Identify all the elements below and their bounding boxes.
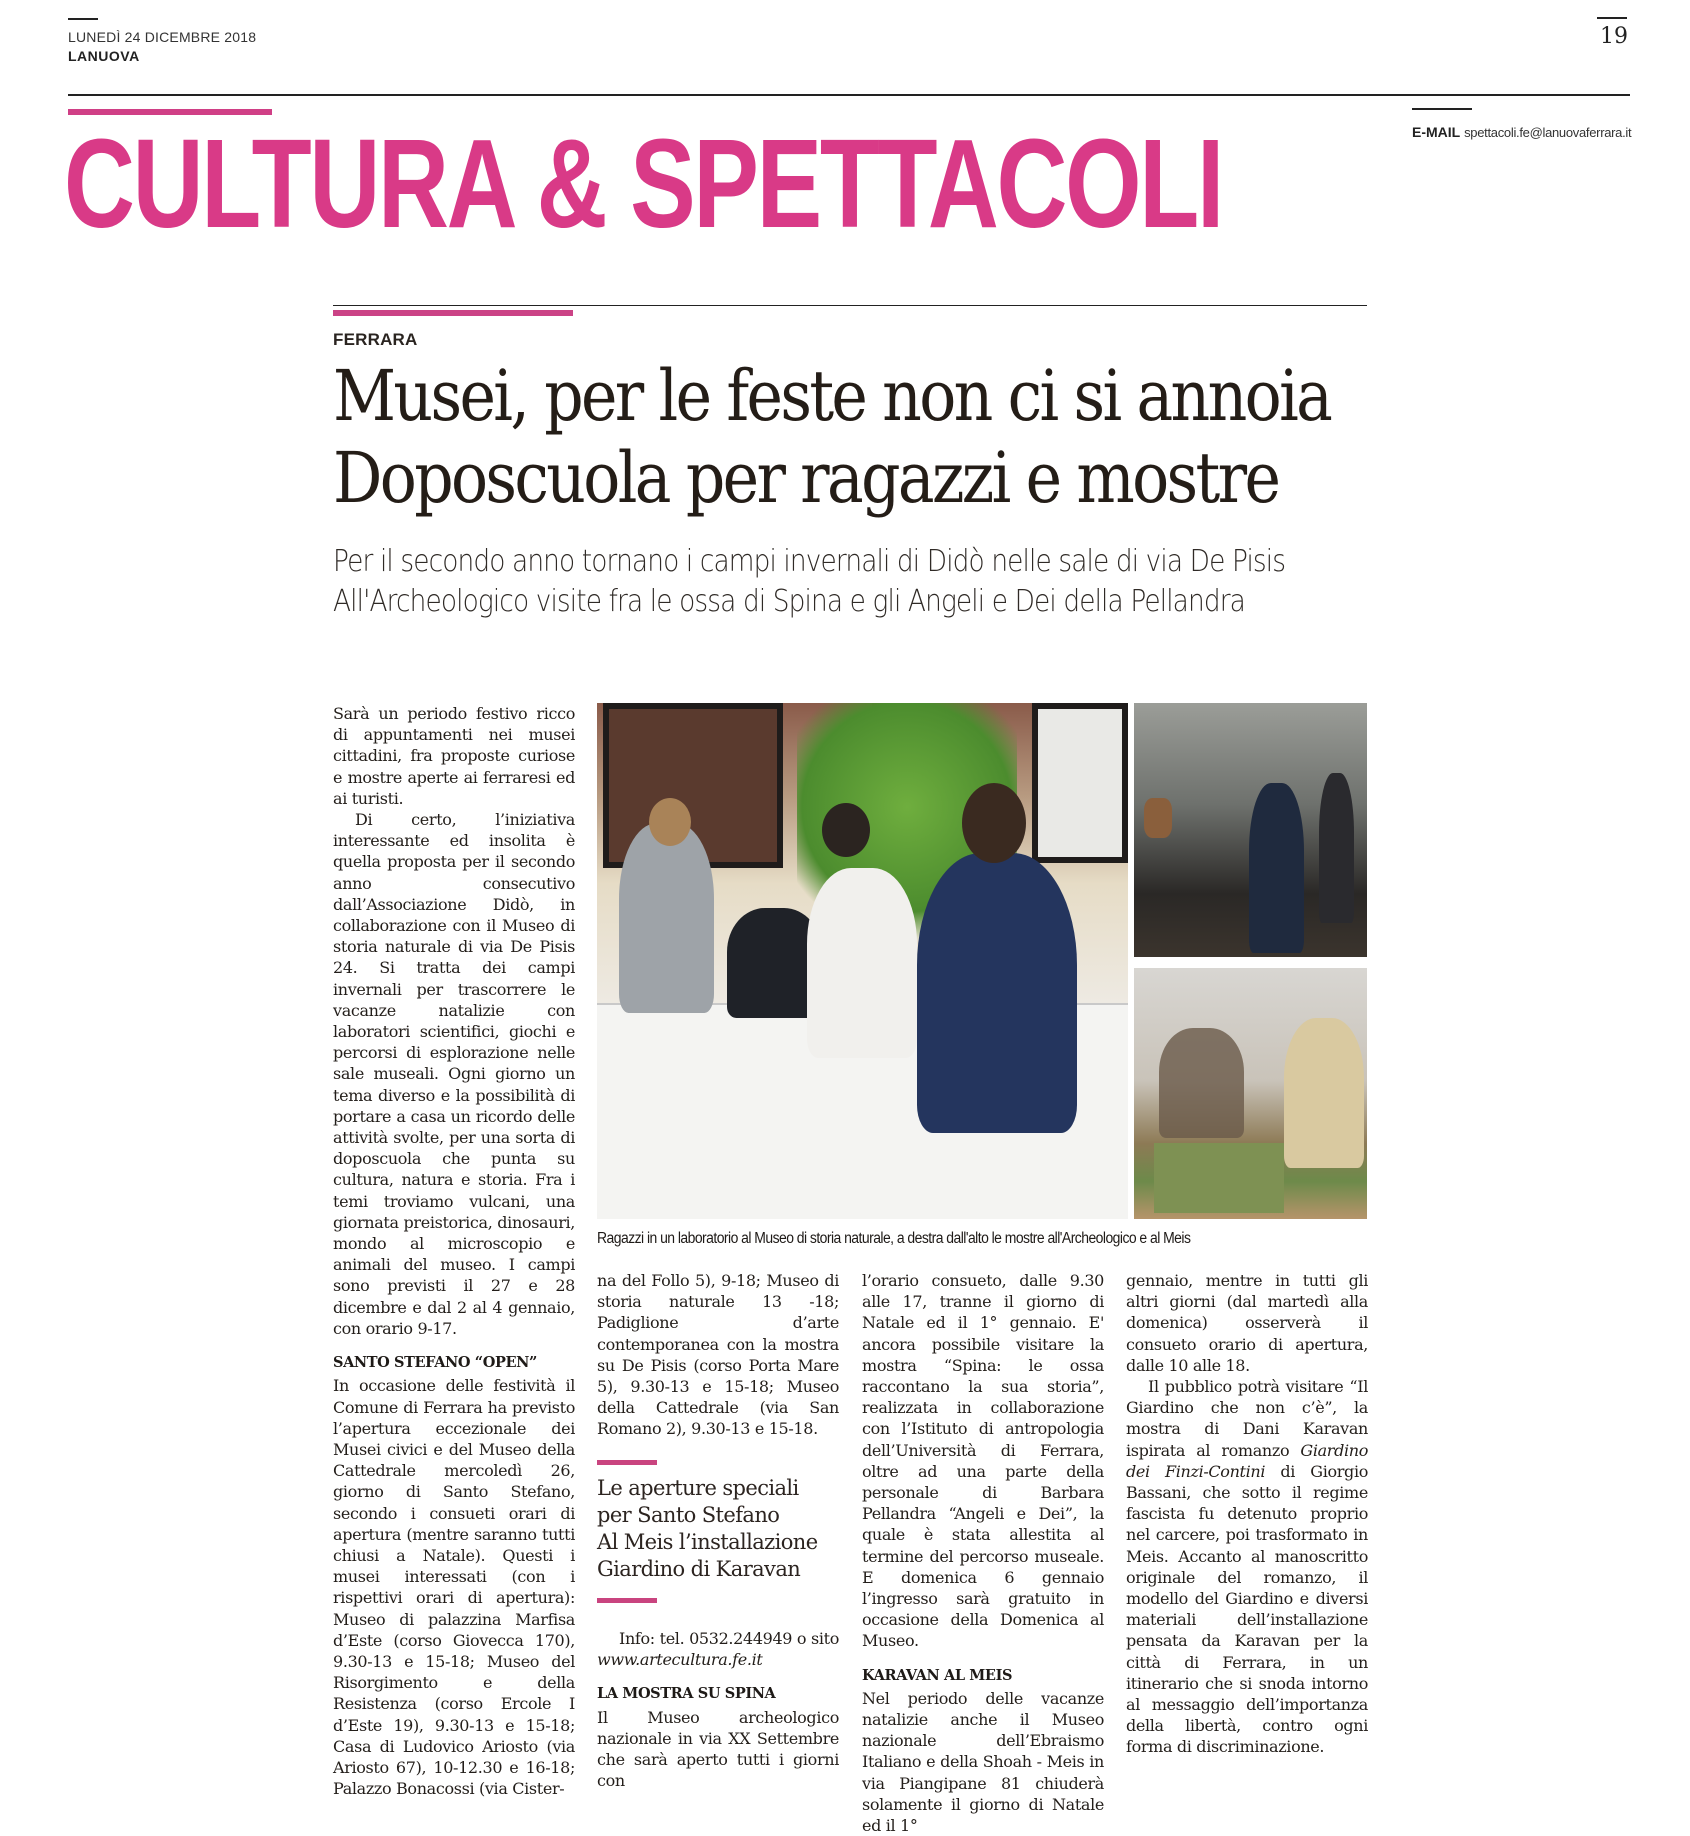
article-headline bbox=[333, 355, 1330, 519]
page-number: 19 bbox=[1600, 24, 1628, 49]
novel-title: Giardino dei Finzi-Contini bbox=[1126, 1440, 1368, 1481]
header-divider-tick bbox=[68, 18, 98, 20]
photo-head bbox=[649, 798, 691, 846]
article-column-2 bbox=[597, 1270, 839, 1440]
body-paragraph: Il Museo archeologico nazionale in via XX Settembre che sarà aperto tutti i giorni con bbox=[597, 1707, 839, 1791]
article-column-1 bbox=[333, 703, 575, 1799]
article-subheadline bbox=[333, 542, 1285, 622]
photo-head bbox=[962, 783, 1026, 863]
photo-visitors bbox=[1159, 1028, 1244, 1138]
info-website-link[interactable]: www.artecultura.fe.it bbox=[597, 1650, 763, 1670]
pull-quote bbox=[597, 1475, 818, 1583]
photo-elderly-visitor bbox=[1284, 1018, 1364, 1168]
article-accent-bar bbox=[333, 310, 573, 316]
subsection-heading: KARAVAN AL MEIS bbox=[862, 1666, 1013, 1684]
body-paragraph: In occasione delle festività il Comune di Ferrara ha previsto l’apertura eccezionale dei Musei civici e del Museo della Cattedrale mercoledì 26, giorno di Santo Stefano, secondo i consueti orari di apertura (mentre saranno tutti chiusi a Natale). Questi i musei interessati (con i rispettivi orari di apertura): Museo di palazzina Marfisa d’Este (corso Giovecca 170), 9.30-13 e 15-18; Museo del Risorgimento e della Resistenza (corso Ercole I d’Este 19), 9.30-13 e 15-18; Casa di Ludovico Ariosto (via Ariosto 67), 10-12.30 e 16-18; Palazzo Bonacossi (via Cister- bbox=[333, 1376, 575, 1799]
pull-quote-line: Al Meis l’installazione bbox=[597, 1530, 818, 1554]
body-paragraph: Il pubblico potrà visitare “Il Giardino che non c’è”, la mostra di Dani Karavan ispirata al romanzo Giardino dei Finzi-Contini di Giorgio Bassani, che sotto il regime fascista fu detenuto proprio nel carcere, poi trasformato in Meis. Accanto al manoscritto originale del romanzo, il modello del Giardino e diversi materiali dell’installazione pensata da Karavan per la città di Ferrara, in un itinerario che si snoda intorno al messaggio dell’importanza della libertà, contro ogni forma di discriminazione. bbox=[1126, 1377, 1368, 1757]
laboratory-photo bbox=[597, 703, 1128, 1219]
article-kicker: FERRARA bbox=[333, 330, 418, 349]
photo-garden-model bbox=[1154, 1143, 1284, 1213]
photo-vase bbox=[1144, 798, 1172, 838]
photo-visitor bbox=[1249, 783, 1304, 953]
article-column-3 bbox=[862, 1270, 1104, 1836]
body-paragraph: l’orario consueto, dalle 9.30 alle 17, tranne il giorno di Natale ed il 1° gennaio. E' ancora possibile visitare la mostra “Spina: le ossa raccontano la sua storia”, realizzata in collaborazione con l’Istituto di antropologia dell’Università di Ferrara, oltre ad una parte della personale di Barbara Pellandra “Angeli e Dei”, la quale è stata allestita al termine del percorso museale. E domenica 6 gennaio l’ingresso sarà gratuito in occasione della Domenica al Museo. bbox=[862, 1271, 1104, 1651]
subhead-line-2: All'Archeologico visite fra le ossa di Spina e gli Angeli e Dei della Pellandra bbox=[333, 584, 1245, 619]
photo-caption: Ragazzi in un laboratorio al Museo di storia naturale, a destra dall'alto le mostre all'Archeologico e al Meis bbox=[597, 1230, 1191, 1247]
page-number-tick bbox=[1597, 17, 1627, 19]
photo-person-blue bbox=[917, 853, 1077, 1133]
section-email bbox=[1412, 124, 1631, 140]
article-column-4 bbox=[1126, 1270, 1368, 1758]
info-text: Info: tel. 0532.244949 o sito bbox=[619, 1629, 839, 1648]
body-paragraph: Sarà un periodo festivo ricco di appuntamenti nei musei cittadini, fra proposte curiose e mostre aperte ai ferraresi ed ai turisti. bbox=[333, 704, 575, 808]
pull-quote-line: per Santo Stefano bbox=[597, 1503, 780, 1527]
body-paragraph: na del Follo 5), 9-18; Museo di storia naturale 13 -18; Padiglione d’arte contemporanea con la mostra su De Pisis (corso Porta Mare 5), 9.30-13 e 15-18; Museo della Cattedrale (via San Romano 2), 9.30-13 e 15-18. bbox=[597, 1271, 839, 1439]
body-paragraph: gennaio, mentre in tutti gli altri giorni (dal martedì alla domenica) osserverà il consueto orario di apertura, dalle 10 alle 18. bbox=[1126, 1271, 1368, 1375]
photo-person-grey bbox=[619, 823, 714, 1013]
body-paragraph: Di certo, l’iniziativa interessante ed insolita è quella proposta per il secondo anno consecutivo dall’Associazione Didò, in collaborazione con il Museo di storia naturale di via De Pisis 24. Si tratta dei campi invernali per trascorrere le vacanze natalizie con laboratori scientifici, giochi e percorsi di esplorazione nelle sale museali. Ogni giorno un tema diverso e la possibilità di portare a casa un ricordo delle attività svolte, per una sorta di doposcuola che punta su cultura, natura e storia. Fra i temi troviamo vulcani, una giornata preistorica, dinosauri, mondo al microscopio e animali del museo. I campi sono previsti il 27 e 28 dicembre e dal 2 al 4 gennaio, con orario 9-17. bbox=[333, 810, 575, 1338]
info-paragraph bbox=[597, 1628, 839, 1670]
pull-quote-line: Giardino di Karavan bbox=[597, 1557, 801, 1581]
pull-quote-bar-top bbox=[597, 1460, 657, 1465]
article-column-2-lower bbox=[597, 1628, 839, 1791]
newspaper-name: LANUOVA bbox=[68, 48, 140, 64]
email-address[interactable]: spettacoli.fe@lanuovaferrara.it bbox=[1464, 125, 1632, 140]
subsection-heading: LA MOSTRA SU SPINA bbox=[597, 1685, 776, 1703]
pull-quote-bar-bottom bbox=[597, 1598, 657, 1603]
article-top-rule bbox=[333, 305, 1367, 306]
email-label: E-MAIL bbox=[1412, 124, 1461, 140]
archeological-exhibit-photo bbox=[1134, 703, 1367, 957]
photo-person-white bbox=[807, 868, 917, 1058]
email-divider-tick bbox=[1412, 108, 1472, 110]
meis-exhibit-photo bbox=[1134, 968, 1367, 1219]
header-rule bbox=[68, 94, 1630, 96]
headline-line-2: Doposcuola per ragazzi e mostre bbox=[333, 437, 1279, 519]
subsection-heading: SANTO STEFANO “OPEN” bbox=[333, 1354, 537, 1372]
subhead-line-1: Per il secondo anno tornano i campi invernali di Didò nelle sale di via De Pisis bbox=[333, 544, 1286, 579]
body-paragraph: Nel periodo delle vacanze natalizie anche il Museo nazionale dell’Ebraismo Italiano e della Shoah - Meis in via Piangipane 81 chiuderà solamente il giorno di Natale ed il 1° bbox=[862, 1688, 1104, 1836]
publication-date: LUNEDÌ 24 DICEMBRE 2018 bbox=[68, 29, 257, 45]
photo-head bbox=[822, 803, 870, 857]
photo-photographer bbox=[1319, 773, 1354, 923]
pull-quote-line: Le aperture speciali bbox=[597, 1476, 799, 1500]
section-title: CULTURA & SPETTACOLI bbox=[64, 113, 1222, 254]
photo-window-right bbox=[1032, 703, 1128, 863]
headline-line-1: Musei, per le feste non ci si annoia bbox=[333, 355, 1331, 437]
